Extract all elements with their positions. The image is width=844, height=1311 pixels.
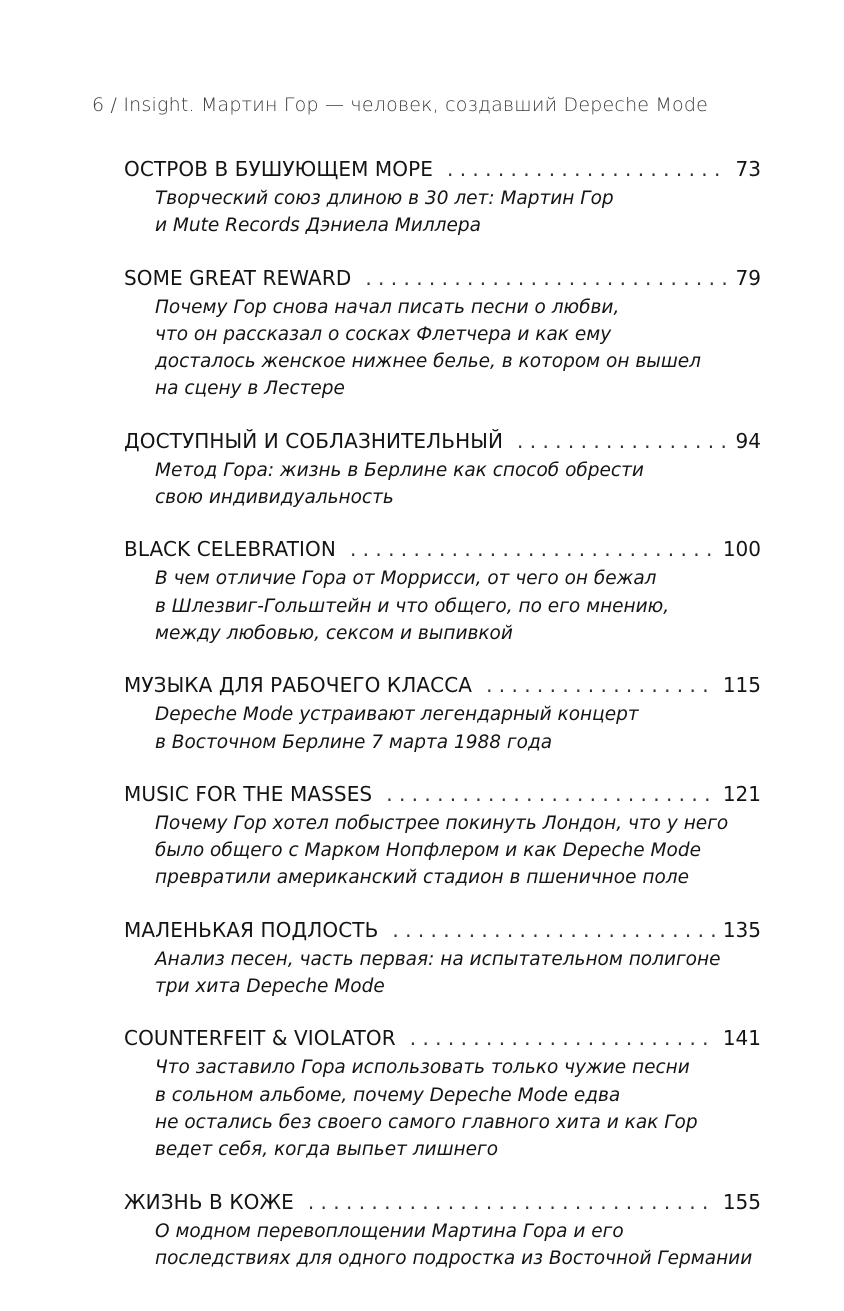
toc-entry[interactable] <box>124 534 761 647</box>
chapter-title: BLACK CELEBRATION <box>124 537 336 562</box>
chapter-description <box>155 1054 761 1163</box>
chapter-title: ОСТРОВ В БУШУЮЩЕМ МОРЕ <box>124 157 433 181</box>
description-line: Почему Гор хотел побыстрее покинуть Лондон, что у него <box>155 812 729 834</box>
toc-title-line <box>124 915 761 946</box>
dot-leader <box>308 1187 715 1218</box>
running-head: 6 / Insight. Мартин Гор — человек, создавший Depeche Mode <box>92 94 709 116</box>
toc-title-line <box>124 1187 761 1218</box>
toc-entry[interactable] <box>124 915 761 1001</box>
chapter-title: ЖИЗНЬ В КОЖЕ <box>124 1189 294 1214</box>
description-line: В чем отличие Гора от Моррисси, от чего он бежал <box>155 568 657 590</box>
description-line: Что заставило Гора использовать только чужие песни <box>155 1057 690 1079</box>
page-number: 141 <box>722 1026 761 1051</box>
toc-title-line <box>124 263 761 294</box>
toc-entry[interactable] <box>124 1023 761 1163</box>
dot-leader <box>365 263 727 294</box>
chapter-title: SOME GREAT REWARD <box>124 265 352 290</box>
description-line: между любовью, сексом и выпивкой <box>155 622 513 644</box>
toc-entry[interactable] <box>124 1187 761 1273</box>
description-line: Метод Гора: жизнь в Берлине как способ обрести <box>155 459 644 481</box>
page-number: 73 <box>735 157 761 181</box>
description-line: было общего с Марком Нопфлером и как Depeche Mode <box>155 840 701 862</box>
description-line: Почему Гор снова начал писать песни о любви, <box>155 296 620 318</box>
description-line: в Шлезвиг-Гольштейн и что общего, по его мнению, <box>155 595 670 617</box>
toc-entry[interactable] <box>124 263 761 403</box>
chapter-description <box>155 1218 761 1273</box>
page-number: 155 <box>722 1189 761 1214</box>
chapter-description <box>155 565 761 647</box>
toc-title-line <box>124 426 761 457</box>
description-line: и Mute Records Дэниела Миллера <box>155 215 481 237</box>
description-line: превратили американский стадион в пшеничное поле <box>155 867 689 889</box>
description-line: три хита Depeche Mode <box>155 976 385 998</box>
dot-leader <box>447 154 728 185</box>
toc-entry[interactable] <box>124 426 761 512</box>
toc-title-line <box>124 154 761 185</box>
toc-title-line <box>124 1023 761 1054</box>
description-line: О модном перевоплощении Мартина Гора и его <box>155 1220 624 1242</box>
description-line: в Восточном Берлине 7 марта 1988 года <box>155 731 553 753</box>
page-number: 100 <box>722 537 761 562</box>
chapter-description <box>155 946 761 1001</box>
chapter-description <box>155 294 761 403</box>
description-line: не остались без своего самого главного хита и как Гор <box>155 1111 698 1133</box>
chapter-description <box>155 185 761 240</box>
toc-entry[interactable] <box>124 779 761 892</box>
chapter-title: ДОСТУПНЫЙ И СОБЛАЗНИТЕЛЬНЫЙ <box>124 428 504 453</box>
chapter-title: МУЗЫКА ДЛЯ РАБОЧЕГО КЛАССА <box>124 673 473 698</box>
chapter-title: МАЛЕНЬКАЯ ПОДЛОСТЬ <box>124 917 379 942</box>
page-number: 94 <box>735 428 761 453</box>
page-number: 121 <box>722 781 761 806</box>
toc-entry[interactable] <box>124 154 761 240</box>
description-line: последствиях для одного подростка из Восточной Германии <box>155 1247 753 1269</box>
description-line: ведет себя, когда выпьет лишнего <box>155 1139 499 1161</box>
chapter-title: COUNTERFEIT & VIOLATOR <box>124 1026 396 1051</box>
toc-title-line <box>124 534 761 565</box>
dot-leader <box>350 534 715 565</box>
table-of-contents <box>124 154 761 1295</box>
description-line: на сцену в Лестере <box>155 378 345 400</box>
dot-leader <box>486 670 715 701</box>
page-number: 79 <box>735 265 761 290</box>
page-number: 135 <box>722 917 761 942</box>
description-line: в сольном альбоме, почему Depeche Mode едва <box>155 1084 621 1106</box>
toc-title-line <box>124 670 761 701</box>
chapter-title: MUSIC FOR THE MASSES <box>124 781 373 806</box>
toc-entry[interactable] <box>124 670 761 756</box>
dot-leader <box>386 779 715 810</box>
chapter-description <box>155 457 761 512</box>
description-line: свою индивидуальность <box>155 487 394 509</box>
description-line: что он рассказал о сосках Флетчера и как ему <box>155 323 612 345</box>
dot-leader <box>517 426 728 457</box>
description-line: досталось женское нижнее белье, в котором он вышел <box>155 351 701 373</box>
description-line: Depeche Mode устраивают легендарный концерт <box>155 704 639 726</box>
chapter-description <box>155 810 761 892</box>
description-line: Творческий союз длиною в 30 лет: Мартин Гор <box>155 188 614 209</box>
toc-title-line <box>124 779 761 810</box>
description-line: Анализ песен, часть первая: на испытательном полигоне <box>155 948 721 970</box>
page-number: 115 <box>722 673 761 698</box>
dot-leader <box>410 1023 715 1054</box>
chapter-description <box>155 701 761 756</box>
dot-leader <box>392 915 714 946</box>
